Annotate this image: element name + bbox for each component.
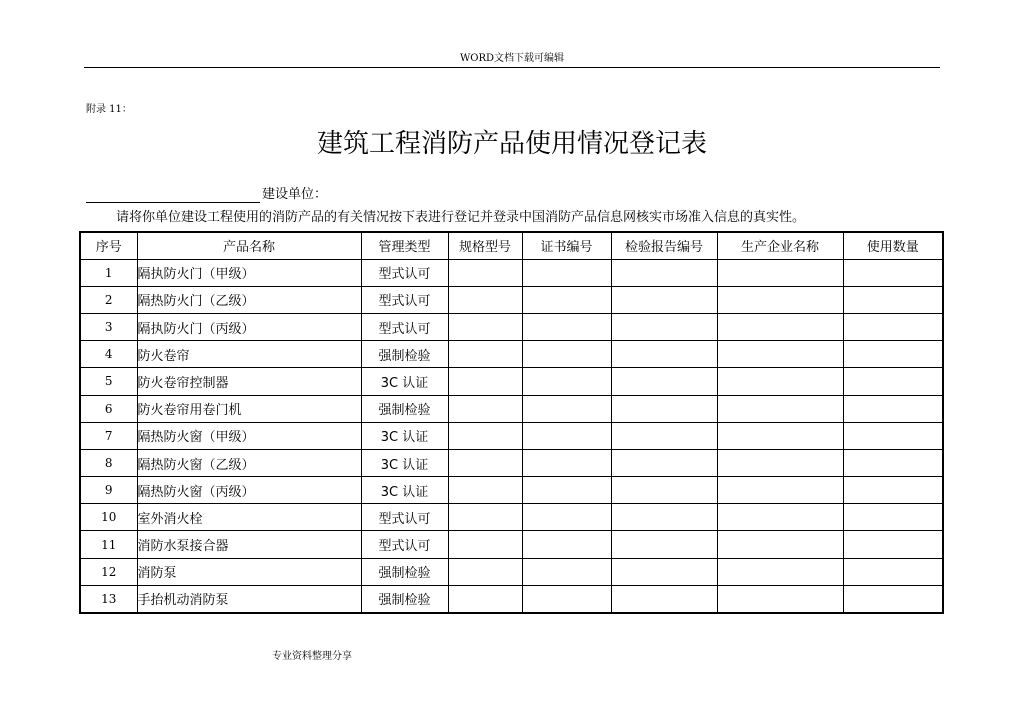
- quantity-cell[interactable]: [843, 313, 943, 340]
- table-row: [80, 477, 943, 504]
- manufacturer-cell[interactable]: [717, 477, 843, 504]
- report-no-cell[interactable]: [611, 286, 717, 313]
- manufacturer-cell[interactable]: [717, 531, 843, 558]
- column-header-management-type: 管理类型: [361, 232, 448, 259]
- report-no-cell[interactable]: [611, 449, 717, 476]
- management-type-cell: 3C 认证: [361, 477, 448, 504]
- row-number-cell: 8: [80, 449, 137, 476]
- spec-model-cell[interactable]: [448, 449, 522, 476]
- management-type-cell: 型式认可: [361, 286, 448, 313]
- product-name-cell: 手抬机动消防泵: [137, 585, 361, 613]
- certificate-no-cell[interactable]: [522, 449, 611, 476]
- management-type-cell: 3C 认证: [361, 368, 448, 395]
- product-name-cell: 隔热防火窗（丙级）: [137, 477, 361, 504]
- manufacturer-cell[interactable]: [717, 341, 843, 368]
- certificate-no-cell[interactable]: [522, 531, 611, 558]
- table-body: [80, 259, 943, 613]
- table-row: [80, 531, 943, 558]
- management-type-cell: 3C 认证: [361, 422, 448, 449]
- manufacturer-cell[interactable]: [717, 558, 843, 585]
- column-header-certificate-no: 证书编号: [522, 232, 611, 259]
- quantity-cell[interactable]: [843, 585, 943, 613]
- construction-unit-blank[interactable]: [86, 187, 260, 203]
- spec-model-cell[interactable]: [448, 558, 522, 585]
- certificate-no-cell[interactable]: [522, 286, 611, 313]
- table-row: [80, 259, 943, 286]
- manufacturer-cell[interactable]: [717, 585, 843, 613]
- report-no-cell[interactable]: [611, 395, 717, 422]
- product-name-cell: 防火卷帘: [137, 341, 361, 368]
- report-no-cell[interactable]: [611, 585, 717, 613]
- table-row: [80, 313, 943, 340]
- row-number-cell: 11: [80, 531, 137, 558]
- report-no-cell[interactable]: [611, 531, 717, 558]
- management-type-cell: 强制检验: [361, 585, 448, 613]
- row-number-cell: 12: [80, 558, 137, 585]
- quantity-cell[interactable]: [843, 558, 943, 585]
- product-name-cell: 消防泵: [137, 558, 361, 585]
- page-header: WORD文档下载可编辑: [459, 53, 565, 64]
- management-type-cell: 强制检验: [361, 395, 448, 422]
- table-row: [80, 368, 943, 395]
- quantity-cell[interactable]: [843, 395, 943, 422]
- certificate-no-cell[interactable]: [522, 477, 611, 504]
- quantity-cell[interactable]: [843, 504, 943, 531]
- certificate-no-cell[interactable]: [522, 368, 611, 395]
- column-header-spec-model: 规格型号: [448, 232, 522, 259]
- manufacturer-cell[interactable]: [717, 395, 843, 422]
- certificate-no-cell[interactable]: [522, 558, 611, 585]
- quantity-cell[interactable]: [843, 286, 943, 313]
- row-number-cell: 10: [80, 504, 137, 531]
- spec-model-cell[interactable]: [448, 585, 522, 613]
- row-number-cell: 3: [80, 313, 137, 340]
- row-number-cell: 2: [80, 286, 137, 313]
- quantity-cell[interactable]: [843, 531, 943, 558]
- manufacturer-cell[interactable]: [717, 422, 843, 449]
- report-no-cell[interactable]: [611, 341, 717, 368]
- product-name-cell: 隔执防火门（丙级）: [137, 313, 361, 340]
- report-no-cell[interactable]: [611, 558, 717, 585]
- row-number-cell: 6: [80, 395, 137, 422]
- certificate-no-cell[interactable]: [522, 259, 611, 286]
- column-header-report-no: 检验报告编号: [611, 232, 717, 259]
- appendix-label: 附录 11：: [86, 104, 132, 115]
- row-number-cell: 1: [80, 259, 137, 286]
- report-no-cell[interactable]: [611, 477, 717, 504]
- report-no-cell[interactable]: [611, 259, 717, 286]
- certificate-no-cell[interactable]: [522, 395, 611, 422]
- page-footer: 专业资料整理分享: [272, 651, 352, 662]
- report-no-cell[interactable]: [611, 504, 717, 531]
- row-number-cell: 7: [80, 422, 137, 449]
- spec-model-cell[interactable]: [448, 259, 522, 286]
- management-type-cell: 型式认可: [361, 504, 448, 531]
- product-name-cell: 室外消火栓: [137, 504, 361, 531]
- report-no-cell[interactable]: [611, 422, 717, 449]
- management-type-cell: 强制检验: [361, 341, 448, 368]
- certificate-no-cell[interactable]: [522, 313, 611, 340]
- spec-model-cell[interactable]: [448, 477, 522, 504]
- spec-model-cell[interactable]: [448, 422, 522, 449]
- table-row: [80, 341, 943, 368]
- table-row: [80, 504, 943, 531]
- quantity-cell[interactable]: [843, 477, 943, 504]
- manufacturer-cell[interactable]: [717, 449, 843, 476]
- column-header-product-name: 产品名称: [137, 232, 361, 259]
- table-row: [80, 422, 943, 449]
- table-row: [80, 449, 943, 476]
- table-row: [80, 558, 943, 585]
- table-row: [80, 395, 943, 422]
- construction-unit-label: 建设单位：: [262, 187, 328, 202]
- quantity-cell[interactable]: [843, 368, 943, 395]
- spec-model-cell[interactable]: [448, 313, 522, 340]
- spec-model-cell[interactable]: [448, 341, 522, 368]
- quantity-cell[interactable]: [843, 449, 943, 476]
- quantity-cell[interactable]: [843, 422, 943, 449]
- row-number-cell: 4: [80, 341, 137, 368]
- product-name-cell: 隔热防火窗（甲级）: [137, 422, 361, 449]
- certificate-no-cell[interactable]: [522, 341, 611, 368]
- row-number-cell: 9: [80, 477, 137, 504]
- certificate-no-cell[interactable]: [522, 422, 611, 449]
- product-name-cell: 隔热防火门（乙级）: [137, 286, 361, 313]
- table-row: [80, 585, 943, 613]
- product-name-cell: 防火卷帘用卷门机: [137, 395, 361, 422]
- column-header-quantity: 使用数量: [843, 232, 943, 259]
- management-type-cell: 强制检验: [361, 558, 448, 585]
- spec-model-cell[interactable]: [448, 504, 522, 531]
- manufacturer-cell[interactable]: [717, 259, 843, 286]
- spec-model-cell[interactable]: [448, 395, 522, 422]
- table-header-row: [80, 232, 943, 259]
- manufacturer-cell[interactable]: [717, 504, 843, 531]
- manufacturer-cell[interactable]: [717, 313, 843, 340]
- row-number-cell: 13: [80, 585, 137, 613]
- column-header-no: 序号: [80, 232, 137, 259]
- report-no-cell[interactable]: [611, 313, 717, 340]
- instruction-text: 请将你单位建设工程使用的消防产品的有关情况按下表进行登记并登录中国消防产品信息网核实市场准入信息的真实性。: [116, 210, 806, 225]
- construction-unit-row: [86, 185, 327, 203]
- spec-model-cell[interactable]: [448, 368, 522, 395]
- report-no-cell[interactable]: [611, 368, 717, 395]
- manufacturer-cell[interactable]: [717, 286, 843, 313]
- column-header-manufacturer: 生产企业名称: [717, 232, 843, 259]
- management-type-cell: 型式认可: [361, 531, 448, 558]
- registration-table: [79, 231, 944, 614]
- product-name-cell: 消防水泵接合器: [137, 531, 361, 558]
- product-name-cell: 隔执防火门（甲级）: [137, 259, 361, 286]
- certificate-no-cell[interactable]: [522, 585, 611, 613]
- manufacturer-cell[interactable]: [717, 368, 843, 395]
- product-name-cell: 防火卷帘控制器: [137, 368, 361, 395]
- management-type-cell: 3C 认证: [361, 449, 448, 476]
- header-divider: [84, 67, 940, 68]
- product-name-cell: 隔热防火窗（乙级）: [137, 449, 361, 476]
- spec-model-cell[interactable]: [448, 286, 522, 313]
- page-title: 建筑工程消防产品使用情况登记表: [316, 129, 707, 159]
- management-type-cell: 型式认可: [361, 259, 448, 286]
- certificate-no-cell[interactable]: [522, 504, 611, 531]
- management-type-cell: 型式认可: [361, 313, 448, 340]
- row-number-cell: 5: [80, 368, 137, 395]
- quantity-cell[interactable]: [843, 259, 943, 286]
- table-row: [80, 286, 943, 313]
- quantity-cell[interactable]: [843, 341, 943, 368]
- spec-model-cell[interactable]: [448, 531, 522, 558]
